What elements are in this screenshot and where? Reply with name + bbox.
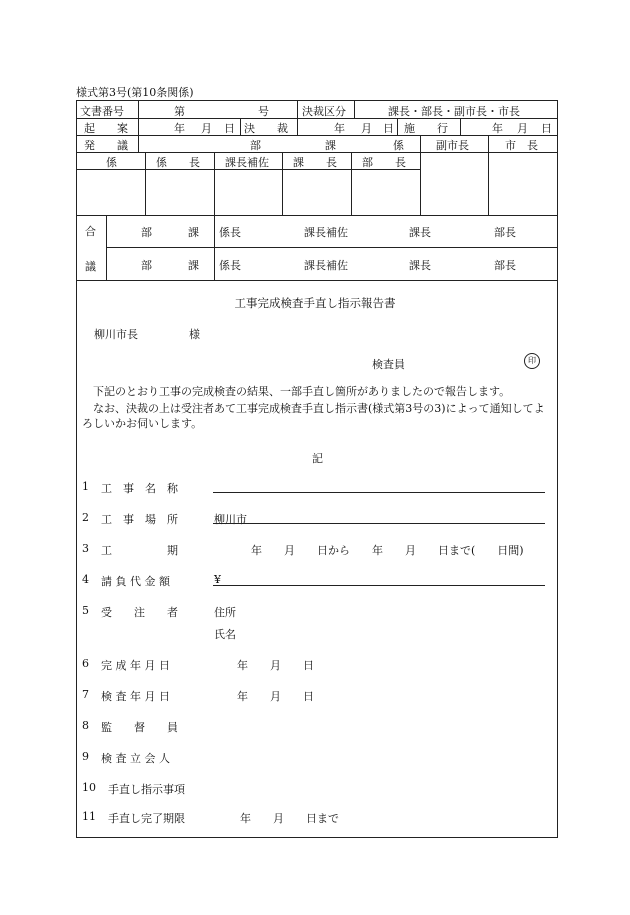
- completion-date-value: 年 月 日: [237, 659, 314, 672]
- stamp-header: 係 長: [156, 156, 200, 169]
- date-month: 月: [361, 122, 372, 135]
- correction-deadline-value: 年 月 日まで: [240, 812, 339, 825]
- deputy-mayor-label: 副市長: [436, 139, 469, 152]
- item-label-completion-date: 完 成 年 月 日: [101, 659, 170, 672]
- item-label-location: 工 事 場 所: [101, 513, 178, 526]
- ki-heading: 記: [312, 452, 323, 465]
- rule: [240, 118, 241, 135]
- item-number: 3: [82, 542, 89, 555]
- rule: [460, 118, 461, 135]
- inspection-date-value: 年 月 日: [237, 690, 314, 703]
- date-month: 月: [201, 122, 212, 135]
- date-year: 年: [174, 122, 185, 135]
- item-label-contract-amount: 請 負 代 金 額: [101, 575, 170, 588]
- rule: [282, 152, 283, 215]
- stamp-header: 課 長: [293, 156, 337, 169]
- rule: [106, 247, 558, 248]
- item-label-correction-items: 手直し指示事項: [108, 783, 185, 796]
- addressee-honorific: 様: [189, 328, 200, 341]
- stamp-header: 課長補佐: [225, 156, 269, 169]
- project-location-value: 柳川市: [214, 513, 247, 526]
- stamp-header: 部 長: [362, 156, 406, 169]
- rule: [214, 152, 215, 215]
- dai-label: 第: [174, 105, 185, 118]
- consultation-label-top: 合: [85, 225, 96, 238]
- item-label-witness: 検 査 立 会 人: [101, 752, 170, 765]
- consultation-assistant: 課長補佐: [304, 259, 348, 272]
- drafted-label: 起 案: [84, 122, 128, 135]
- rule: [76, 280, 558, 281]
- item-label-project-name: 工 事 名 称: [101, 482, 178, 495]
- addressee: 柳川市長: [94, 328, 138, 341]
- consultation-dept-chief: 部長: [494, 226, 516, 239]
- consultation-label-bottom: 議: [85, 260, 96, 273]
- rule: [106, 215, 107, 280]
- item-number: 2: [82, 511, 89, 524]
- consultation-dept: 部: [141, 226, 152, 239]
- consultation-section: 課: [188, 226, 199, 239]
- rule: [420, 135, 421, 215]
- consultation-section: 課: [188, 259, 199, 272]
- item-number: 6: [82, 657, 89, 670]
- decision-category-label: 決裁区分: [302, 105, 346, 118]
- item-number: 5: [82, 604, 89, 617]
- item-label-inspection-date: 検 査 年 月 日: [101, 690, 170, 703]
- consultation-section-chief: 課長: [409, 226, 431, 239]
- stamp-header: 係: [106, 156, 117, 169]
- date-day: 日: [383, 122, 394, 135]
- rule: [138, 135, 139, 152]
- date-year: 年: [334, 122, 345, 135]
- decision-category-value: 課長・部長・副市長・市長: [388, 105, 520, 118]
- rule: [76, 152, 558, 153]
- gou-label: 号: [258, 105, 269, 118]
- document-title: 工事完成検査手直し指示報告書: [234, 296, 396, 310]
- period-value: 年 月 日から 年 月 日まで( 日間): [251, 544, 524, 557]
- paragraph-request: なお、決裁の上は受注者あて工事完成検査手直し指示書(様式第3号の3)によって通知してよろしいかお伺いします。: [82, 402, 545, 430]
- date-year: 年: [492, 122, 503, 135]
- item-number: 11: [82, 810, 96, 823]
- item-number: 8: [82, 719, 89, 732]
- item-number: 7: [82, 688, 89, 701]
- blank-line: [213, 523, 545, 524]
- date-day: 日: [224, 122, 235, 135]
- rule: [138, 100, 139, 135]
- blank-line: [213, 492, 545, 493]
- consultation-dept-chief: 部長: [494, 259, 516, 272]
- date-month: 月: [517, 122, 528, 135]
- approved-label: 決 裁: [244, 122, 288, 135]
- item-label-supervisor: 監 督 員: [101, 721, 178, 734]
- rule: [145, 152, 146, 215]
- rule: [76, 215, 558, 216]
- paragraph-report: 下記のとおり工事の完成検査の結果、一部手直し箇所がありましたので報告します。: [93, 385, 511, 398]
- consultation-assistant: 課長補佐: [304, 226, 348, 239]
- contractor-address-label: 住所: [214, 606, 236, 619]
- consultation-unit-chief: 係長: [219, 259, 241, 272]
- rule: [397, 118, 398, 135]
- item-label-correction-deadline: 手直し完了期限: [108, 812, 185, 825]
- contract-amount-value: ¥: [214, 573, 221, 586]
- rule: [76, 135, 558, 136]
- inspector-label: 検査員: [372, 358, 405, 371]
- item-label-contractor: 受 注 者: [101, 606, 178, 619]
- section-label: 課: [325, 139, 336, 152]
- mayor-label: 市 長: [505, 139, 538, 152]
- seal-icon: 印: [524, 353, 540, 369]
- rule: [214, 215, 215, 280]
- blank-line: [213, 585, 545, 586]
- enforced-label: 施 行: [404, 122, 448, 135]
- item-number: 4: [82, 573, 89, 586]
- item-number: 9: [82, 750, 89, 763]
- doc-number-label: 文書番号: [80, 105, 124, 118]
- department-label: 部: [250, 139, 261, 152]
- date-day: 日: [541, 122, 552, 135]
- item-number: 1: [82, 480, 89, 493]
- contractor-name-label: 氏名: [214, 628, 236, 641]
- consultation-section-chief: 課長: [409, 259, 431, 272]
- rule: [488, 135, 489, 215]
- consultation-dept: 部: [141, 259, 152, 272]
- item-number: 10: [82, 781, 96, 794]
- rule: [351, 152, 352, 215]
- item-label-period: 工 期: [101, 544, 178, 557]
- form-number-label: 様式第3号(第10条関係): [76, 86, 194, 99]
- proposal-label: 発 議: [84, 139, 128, 152]
- consultation-unit-chief: 係長: [219, 226, 241, 239]
- rule: [354, 100, 355, 118]
- unit-label: 係: [393, 139, 404, 152]
- rule: [297, 118, 298, 135]
- rule: [297, 100, 298, 118]
